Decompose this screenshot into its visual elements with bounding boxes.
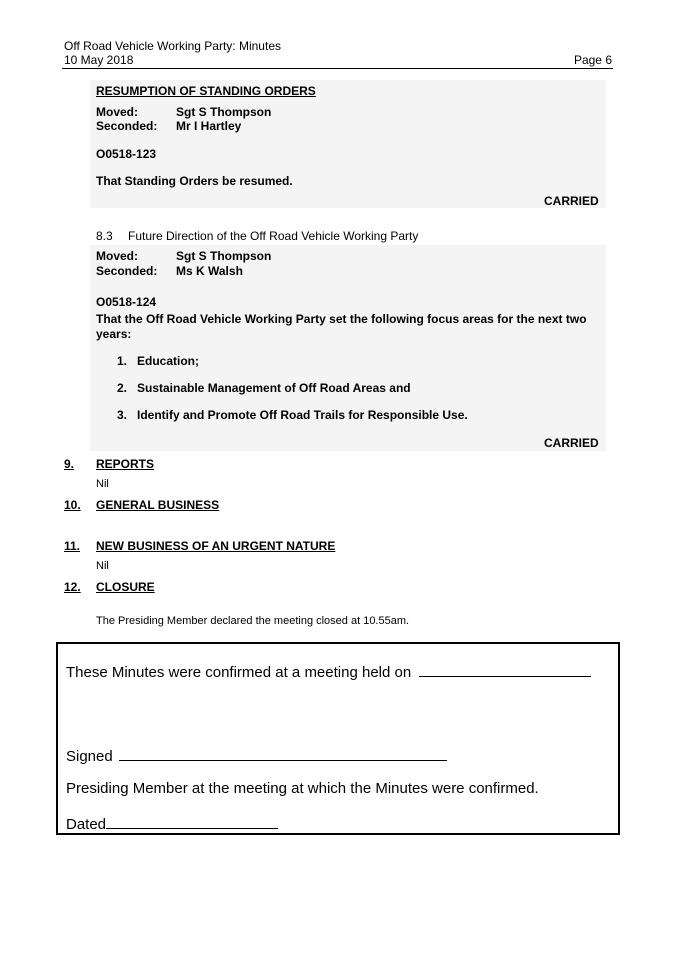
section-number: 9. bbox=[64, 457, 75, 471]
section-number: 12. bbox=[64, 580, 81, 594]
resumption-block bbox=[90, 80, 606, 208]
confirmed-text: These Minutes were confirmed at a meeting held on bbox=[66, 664, 412, 681]
section-number: 11. bbox=[64, 539, 81, 553]
resolution-text: That the Off Road Vehicle Working Party set the following focus areas for the next two bbox=[96, 312, 587, 326]
carried-status: CARRIED bbox=[544, 194, 599, 208]
section-heading: REPORTS bbox=[96, 457, 155, 471]
carried-status: CARRIED bbox=[544, 436, 599, 450]
meeting-date: 10 May 2018 bbox=[64, 53, 134, 67]
resolution-number: O0518-124 bbox=[96, 295, 157, 309]
signed-line bbox=[66, 746, 447, 766]
resolution-text: years: bbox=[96, 327, 132, 341]
list-item: Identify and Promote Off Road Trails for Responsible Use. bbox=[137, 408, 468, 422]
presiding-text: Presiding Member at the meeting at which the Minutes were confirmed. bbox=[66, 780, 539, 797]
seconded-value: Ms K Walsh bbox=[176, 264, 243, 278]
confirmation-date-field[interactable] bbox=[419, 662, 591, 677]
list-item-number: 1. bbox=[117, 354, 128, 368]
seconded-label: Seconded: bbox=[96, 264, 158, 278]
section-heading: GENERAL BUSINESS bbox=[96, 498, 220, 512]
list-item-number: 3. bbox=[117, 408, 128, 422]
signature-field[interactable] bbox=[119, 746, 447, 761]
section-body: Nil bbox=[96, 560, 109, 572]
page-number: Page 6 bbox=[573, 53, 612, 67]
resumption-heading: RESUMPTION OF STANDING ORDERS bbox=[96, 84, 316, 98]
resolution-text: That Standing Orders be resumed. bbox=[96, 174, 293, 188]
header-rule bbox=[62, 68, 613, 69]
seconded-label: Seconded: bbox=[96, 119, 158, 133]
section-number: 10. bbox=[64, 498, 81, 512]
confirmation-box bbox=[56, 642, 620, 835]
moved-value: Sgt S Thompson bbox=[176, 105, 272, 119]
item-title: Future Direction of the Off Road Vehicle Working Party bbox=[128, 229, 419, 243]
dated-field[interactable] bbox=[106, 814, 278, 829]
section-body: The Presiding Member declared the meeting closed at 10.55am. bbox=[96, 615, 410, 627]
list-item: Education; bbox=[137, 354, 199, 368]
section-body: Nil bbox=[96, 478, 109, 490]
section-heading: CLOSURE bbox=[96, 580, 155, 594]
section-heading: NEW BUSINESS OF AN URGENT NATURE bbox=[96, 539, 336, 553]
list-item: Sustainable Management of Off Road Areas and bbox=[137, 381, 411, 395]
dated-label: Dated bbox=[66, 816, 107, 833]
moved-label: Moved: bbox=[96, 249, 138, 263]
confirmation-line bbox=[66, 662, 591, 682]
moved-value: Sgt S Thompson bbox=[176, 249, 272, 263]
item-number: 8.3 bbox=[96, 229, 113, 243]
moved-label: Moved: bbox=[96, 105, 138, 119]
signed-label: Signed bbox=[66, 748, 113, 765]
seconded-value: Mr I Hartley bbox=[176, 119, 242, 133]
document-title: Off Road Vehicle Working Party: Minutes bbox=[64, 39, 281, 53]
resolution-number: O0518-123 bbox=[96, 147, 157, 161]
list-item-number: 2. bbox=[117, 381, 128, 395]
dated-line bbox=[66, 814, 278, 834]
